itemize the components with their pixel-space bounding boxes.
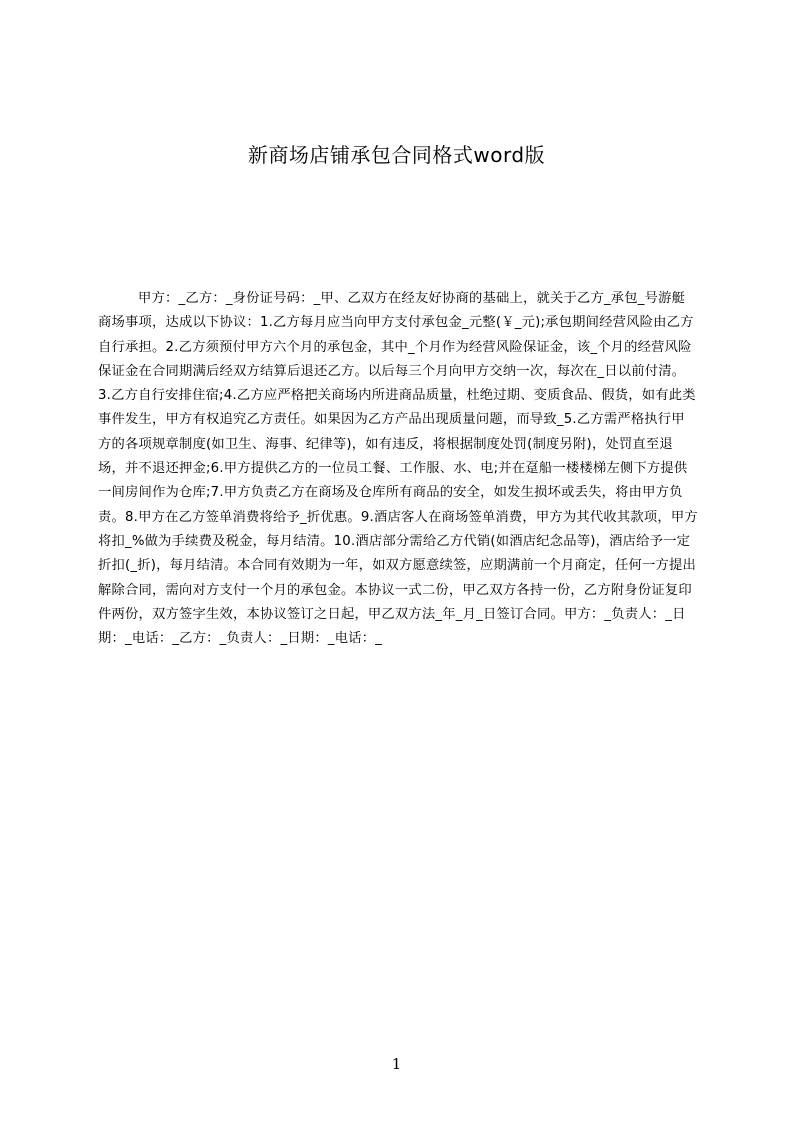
document-title: 新商场店铺承包合同格式word版 xyxy=(247,143,546,167)
page-number: 1 xyxy=(391,1055,402,1073)
contract-body-paragraph: 甲方：_乙方：_身份证号码：_甲、乙双方在经友好协商的基础上，就关于乙方_承包_号游艇商场事项，达成以下协议：1.乙方每月应当向甲方支付承包金_元整(￥_元);承包期间经营风险由乙方自行承担。2.乙方须预付甲方六个月的承包金，其中_个月作为经营风险保证金，该_个月的经营风险保证金在合同期满后经双方结算后退还乙方。以后每三个月向甲方交纳一次，每次在_日以前付清。3.乙方自行安排住宿;4.乙方应严格把关商场内所进商品质量，杜绝过期、变质食品、假货，如有此类事件发生，甲方有权追究乙方责任。如果因为乙方产品出现质量问题，而导致_5.乙方需严格执行甲方的各项规章制度(如卫生、海事、纪律等)，如有违反，将根据制度处罚(制度另附)，处罚直至退场，并不退还押金;6.甲方提供乙方的一位员工餐、工作服、水、电;并在趸船一楼楼梯左侧下方提供一间房间作为仓库;7.甲方负责乙方在商场及仓库所有商品的安全，如发生损坏或丢失，将由甲方负责。8.甲方在乙方签单消费将给予_折优惠。9.酒店客人在商场签单消费，甲方为其代收其款项，甲方将扣_%做为手续费及税金，每月结清。10.酒店部分需给乙方代销(如酒店纪念品等)，酒店给予一定折扣(_折)，每月结清。本合同有效期为一年，如双方愿意续签，应期满前一个月商定，任何一方提出解除合同，需向对方支付一个月的承包金。本协议一式二份，甲乙双方各持一份，乙方附身份证复印件两份，双方签字生效，本协议签订之日起，甲乙双方法_年_月_日签订合同。甲方：_负责人：_日期：_电话：_乙方：_负责人：_日期：_电话：_ xyxy=(98,291,698,647)
